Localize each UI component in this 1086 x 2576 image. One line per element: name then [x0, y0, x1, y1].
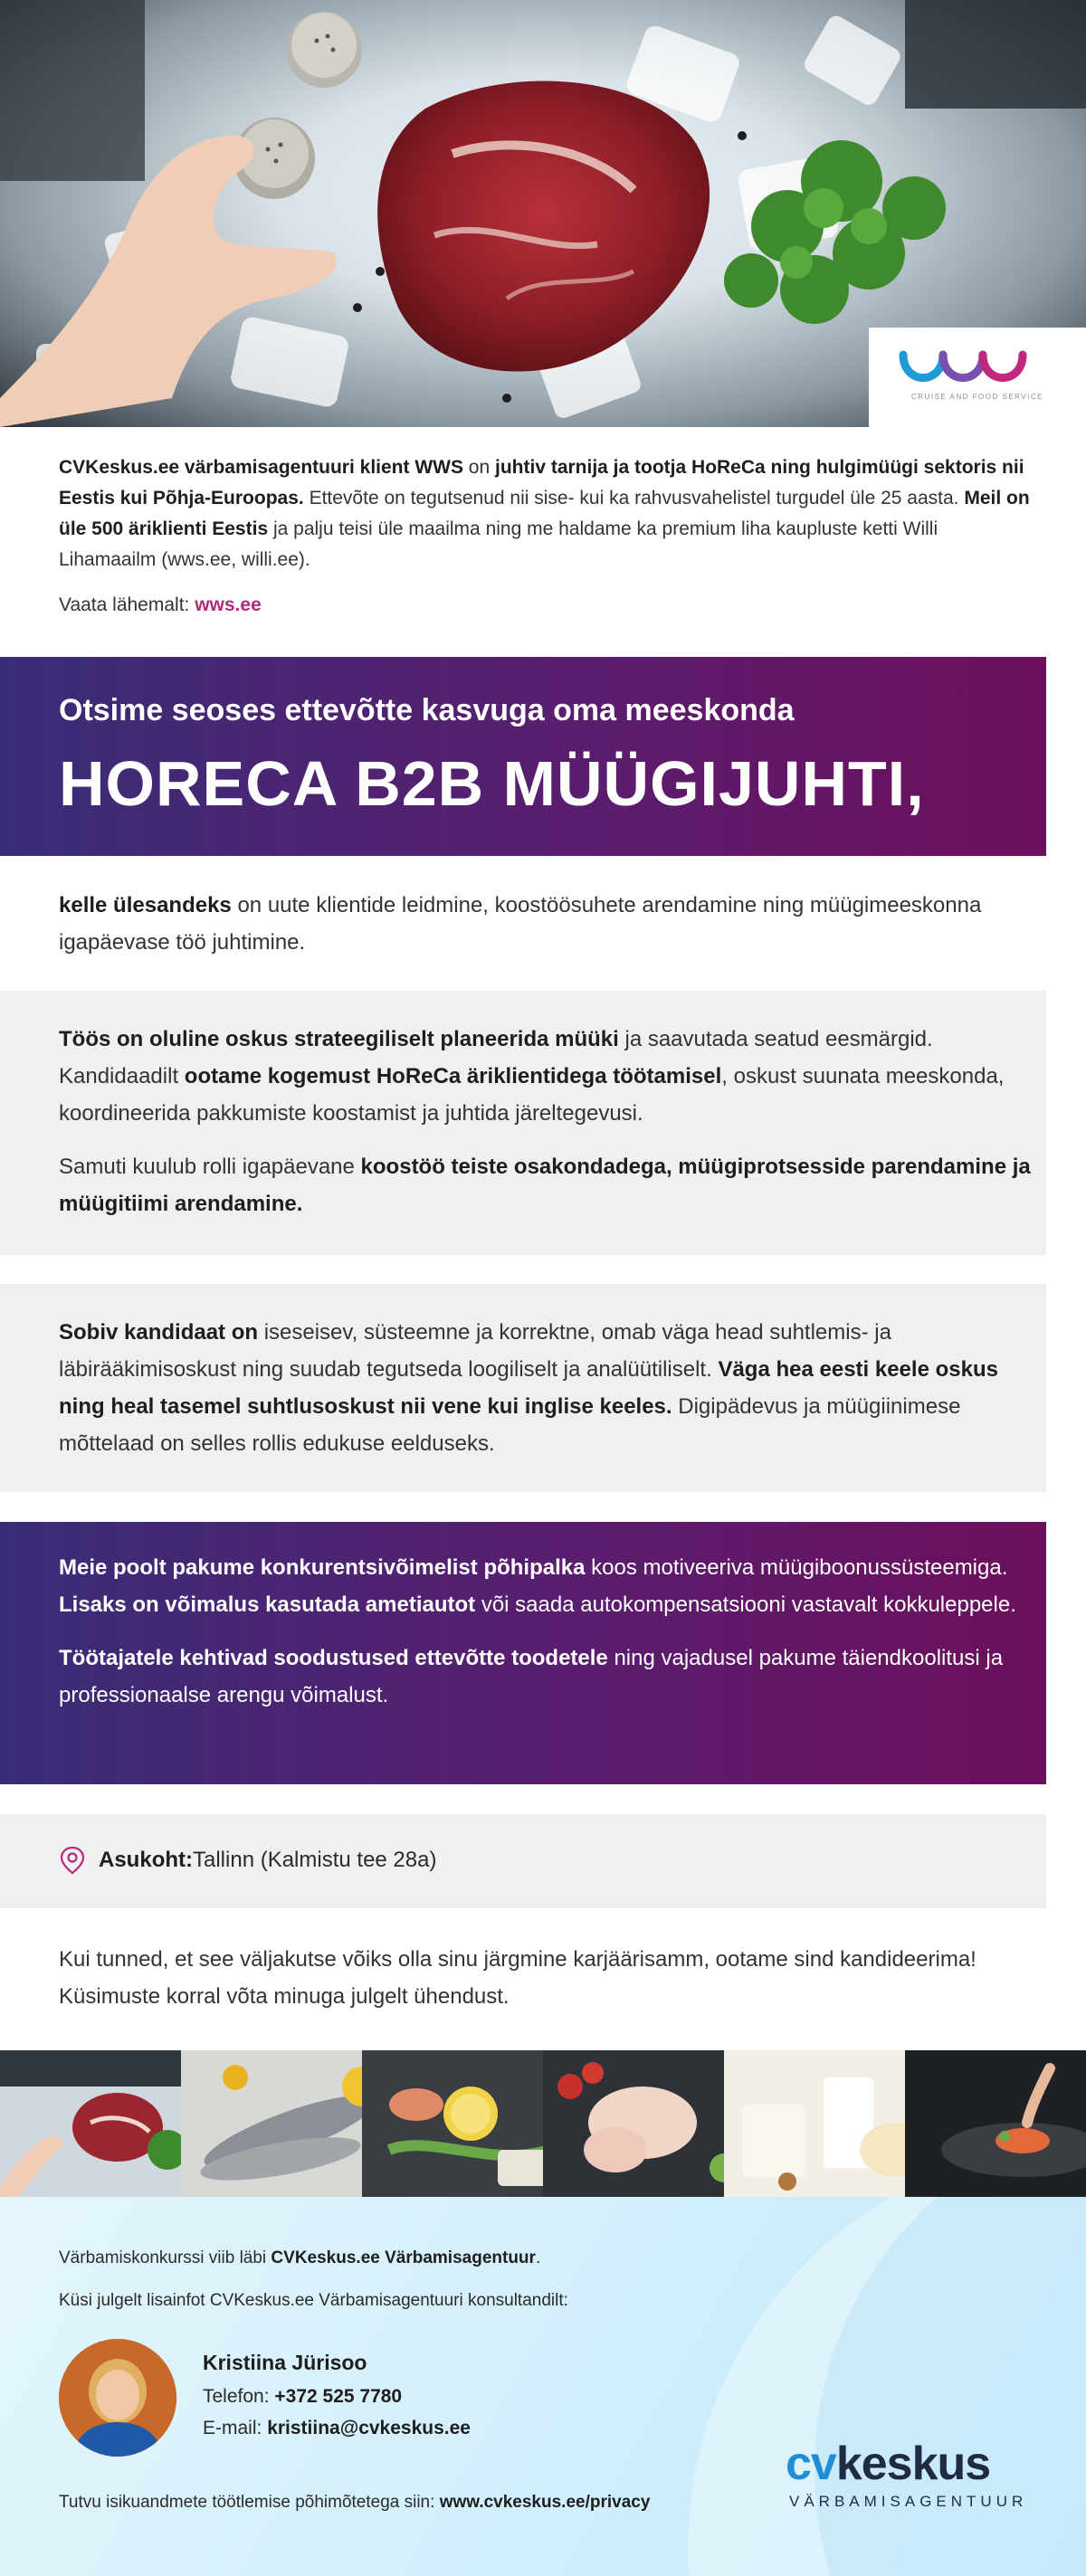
intro-highlight: juhtiv tarnija ja tootja HoReCa ning hulgimüügi sektoris nii Eestis kui Põhja-Euroopas. — [59, 457, 1024, 509]
candidate-section — [59, 1314, 1032, 1478]
photo-dairy-products — [724, 2050, 905, 2197]
privacy-link[interactable]: www.cvkeskus.ee/privacy — [439, 2493, 651, 2512]
phone-link[interactable]: +372 525 7780 — [274, 2386, 403, 2407]
skills-text: Samuti kuulub rolli igapäevane — [59, 1155, 361, 1179]
cvkeskus-logo — [786, 2438, 1039, 2511]
location-label: Asukoht: — [99, 1848, 193, 1872]
intro-text: ja palju teisi üle maailma ning me haldame ka premium liha kaupluste ketti Willi Lihamaailm (wws.ee, willi.ee). — [59, 518, 938, 570]
location-pin-icon — [59, 1846, 86, 1875]
wws-link[interactable]: wws.ee — [195, 594, 262, 615]
brand-subtitle: VÄRBAMISAGENTUUR — [789, 2493, 1028, 2510]
recruiter-text: Värbamiskonkurssi viib läbi — [59, 2248, 272, 2267]
intro-highlight: Meil on üle 500 äriklienti Eestis — [59, 488, 1030, 539]
recruiter-name: CVKeskus.ee Värbamisagentuur — [271, 2248, 536, 2267]
closing-section — [59, 1941, 1032, 2031]
offer-text: või saada autokompensatsiooni vastavalt kokkuleppele. — [475, 1592, 1016, 1617]
job-title: HORECA B2B MÜÜGIJUHTI, — [59, 748, 925, 819]
banner-subtitle: Otsime seoses ettevõtte kasvuga oma meeskonda — [59, 693, 795, 727]
job-title-banner — [0, 657, 1046, 856]
tasks-highlight: kelle ülesandeks — [59, 893, 232, 917]
skills-text: ja saavutada seatud eesmärgid. Kandidaadilt — [59, 1027, 933, 1088]
intro-text: on — [462, 457, 495, 478]
photo-strip — [0, 2050, 1086, 2197]
offer-section — [59, 1549, 1032, 1730]
brand-keskus: keskus — [835, 2438, 991, 2490]
brand-name — [786, 2438, 1039, 2489]
privacy-text: Tutvu isikuandmete töötlemise põhimõtetega siin: — [59, 2493, 440, 2512]
skills-paragraph-2 — [59, 1148, 1032, 1222]
offer-text: koos motiveeriva müügiboonussüsteemiga. — [585, 1555, 1008, 1580]
offer-paragraph-1 — [59, 1549, 1032, 1623]
candidate-paragraph — [59, 1314, 1032, 1462]
wws-logo-mark — [896, 347, 1059, 393]
candidate-text: iseseisev, süsteemne ja korrektne, omab väga head suhtlemis- ja läbirääkimisoskust ning suudab tegutseda loogiliselt ja analüütiliselt. — [59, 1320, 891, 1382]
brand-cv: cv — [786, 2438, 836, 2490]
photo-steak-on-ice — [0, 2050, 181, 2197]
intro-client: CVKeskus.ee värbamisagentuuri klient WWS — [59, 457, 463, 478]
location-line — [59, 1846, 436, 1875]
offer-highlight: Töötajatele kehtivad soodustused ettevõtte toodetele — [59, 1646, 608, 1670]
offer-highlight: Lisaks on võimalus kasutada ametiautot — [59, 1592, 476, 1617]
skills-section — [59, 1021, 1032, 1239]
contact-phone — [203, 2386, 402, 2408]
photo-seafood-and-lemon — [362, 2050, 543, 2197]
skills-text: , oskust suunata meeskonda, koordineerida pakkumiste koostamist ja juhtida järeltegevusi. — [59, 1064, 1005, 1126]
intro-section — [59, 452, 1032, 635]
location-value: Tallinn (Kalmistu tee 28a) — [193, 1848, 437, 1872]
skills-highlight: Töös on oluline oskus strateegiliselt planeerida müüki — [59, 1027, 619, 1051]
skills-highlight: koostöö teiste osakondadega, müügiprotsesside parendamine ja müügitiimi arendamine. — [59, 1155, 1031, 1216]
avatar — [59, 2339, 176, 2457]
wws-logo — [869, 328, 1086, 427]
email-link[interactable]: kristiina@cvkeskus.ee — [267, 2418, 471, 2438]
photo-fresh-fish — [181, 2050, 362, 2197]
tasks-section — [59, 887, 1032, 977]
see-more-line — [59, 590, 1032, 621]
recruiter-text: . — [535, 2248, 541, 2267]
logo-tagline: CRUISE AND FOOD SERVICE — [911, 393, 1043, 401]
tasks-text: on uute klientide leidmine, koostöösuhete arendamine ning müügimeeskonna igapäevase töö juhtimine. — [59, 893, 982, 955]
candidate-highlight: Sobiv kandidaat on — [59, 1320, 259, 1345]
candidate-highlight: Väga hea eesti keele oskus ning heal tasemel suhtlusoskust nii vene kui inglise keeles. — [59, 1357, 998, 1419]
contact-name: Kristiina Jürisoo — [203, 2351, 367, 2374]
consultant-intro: Küsi julgelt lisainfot CVKeskus.ee Värbamisagentuuri konsultandilt: — [59, 2291, 568, 2310]
contact-email — [203, 2418, 471, 2439]
offer-highlight: Meie poolt pakume konkurentsivõimelist põhipalka — [59, 1555, 586, 1580]
recruiter-line — [59, 2248, 540, 2268]
photo-plated-dish — [905, 2050, 1086, 2197]
closing-paragraph: Kui tunned, et see väljakutse võiks olla sinu järgmine karjäärisamm, ootame sind kandideerima! Küsimuste korral võta minuga julgelt ühendust. — [59, 1947, 976, 2009]
offer-text: ning vajadusel pakume täiendkoolitusi ja professionaalse arengu võimalust. — [59, 1646, 1004, 1707]
skills-highlight: ootame kogemust HoReCa äriklientidega töötamisel — [184, 1064, 722, 1088]
skills-paragraph-1 — [59, 1021, 1032, 1132]
intro-text: Ettevõte on tegutsenud nii sise- kui ka rahvusvahelistel turgudel üle 25 aasta. — [303, 488, 965, 509]
intro-paragraph — [59, 452, 1032, 575]
photo-raw-chicken — [543, 2050, 724, 2197]
phone-label: Telefon: — [203, 2386, 275, 2407]
tasks-paragraph — [59, 887, 1032, 961]
offer-paragraph-2 — [59, 1640, 1032, 1714]
hero-image — [0, 0, 1086, 427]
email-label: E-mail: — [203, 2418, 268, 2438]
privacy-line — [59, 2493, 650, 2513]
candidate-text: Digipädevus ja müügiinimese mõttelaad on selles rollis edukuse eelduseks. — [59, 1394, 961, 1456]
see-more-label: Vaata lähemalt: — [59, 594, 195, 615]
